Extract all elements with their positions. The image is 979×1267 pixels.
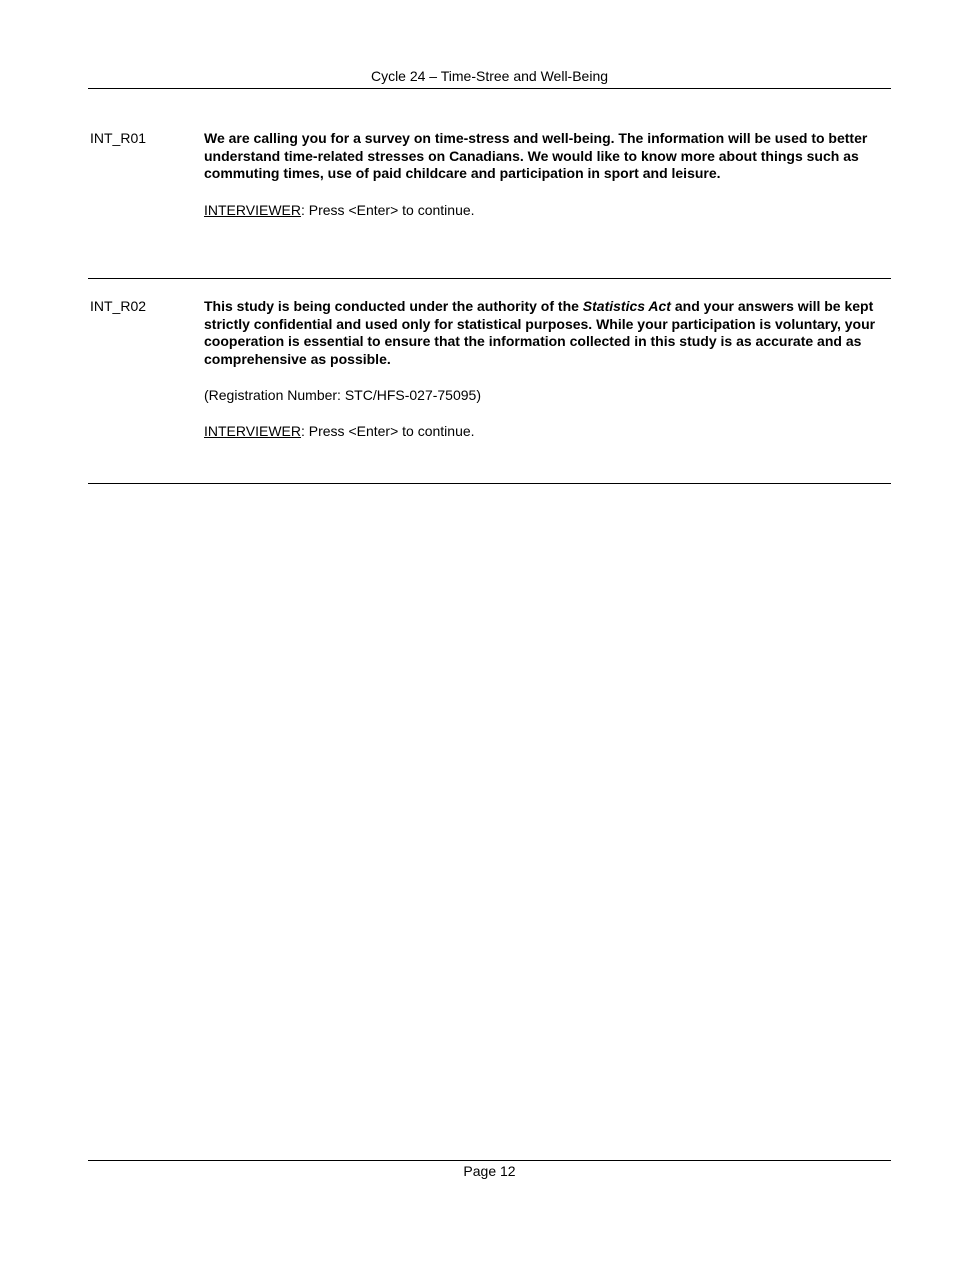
question-id: INT_R01	[90, 130, 147, 146]
question-text: We are calling you for a survey on time-stress and well-being. The information will be used to better understand time-related stresses on Canadians. We would like to know more about things such as commuting times, use of paid childcare and participation in sport and leisure.	[204, 130, 868, 181]
registration-number: (Registration Number: STC/HFS-027-75095)	[204, 387, 481, 403]
page-header: Cycle 24 – Time-Stree and Well-Being	[370, 68, 609, 84]
question-text	[204, 298, 884, 368]
interviewer-label: INTERVIEWER	[204, 201, 301, 218]
section-divider	[88, 483, 891, 484]
question-text-start: This study is being conducted under the authority of the	[204, 298, 583, 314]
footer-rule	[88, 1160, 891, 1161]
instruction-text: : Press <Enter> to continue.	[300, 423, 475, 439]
header-rule	[88, 88, 891, 89]
question-text-end: and your answers will be kept strictly confidential and used only for statistical purposes. While your participation is voluntary, your cooperation is essential to ensure that the information collected in this study is as accurate and as comprehensive as possible.	[204, 298, 876, 367]
interviewer-instruction	[204, 202, 884, 219]
question-body	[204, 298, 884, 440]
interviewer-instruction	[204, 423, 884, 440]
page-number: Page 12	[463, 1163, 516, 1179]
question-body	[204, 130, 884, 219]
section-divider	[88, 278, 891, 279]
interviewer-label: INTERVIEWER	[204, 423, 301, 439]
question-id: INT_R02	[90, 298, 147, 314]
instruction-text: : Press <Enter> to continue.	[300, 201, 475, 218]
statistics-act-title: Statistics Act	[582, 298, 671, 314]
